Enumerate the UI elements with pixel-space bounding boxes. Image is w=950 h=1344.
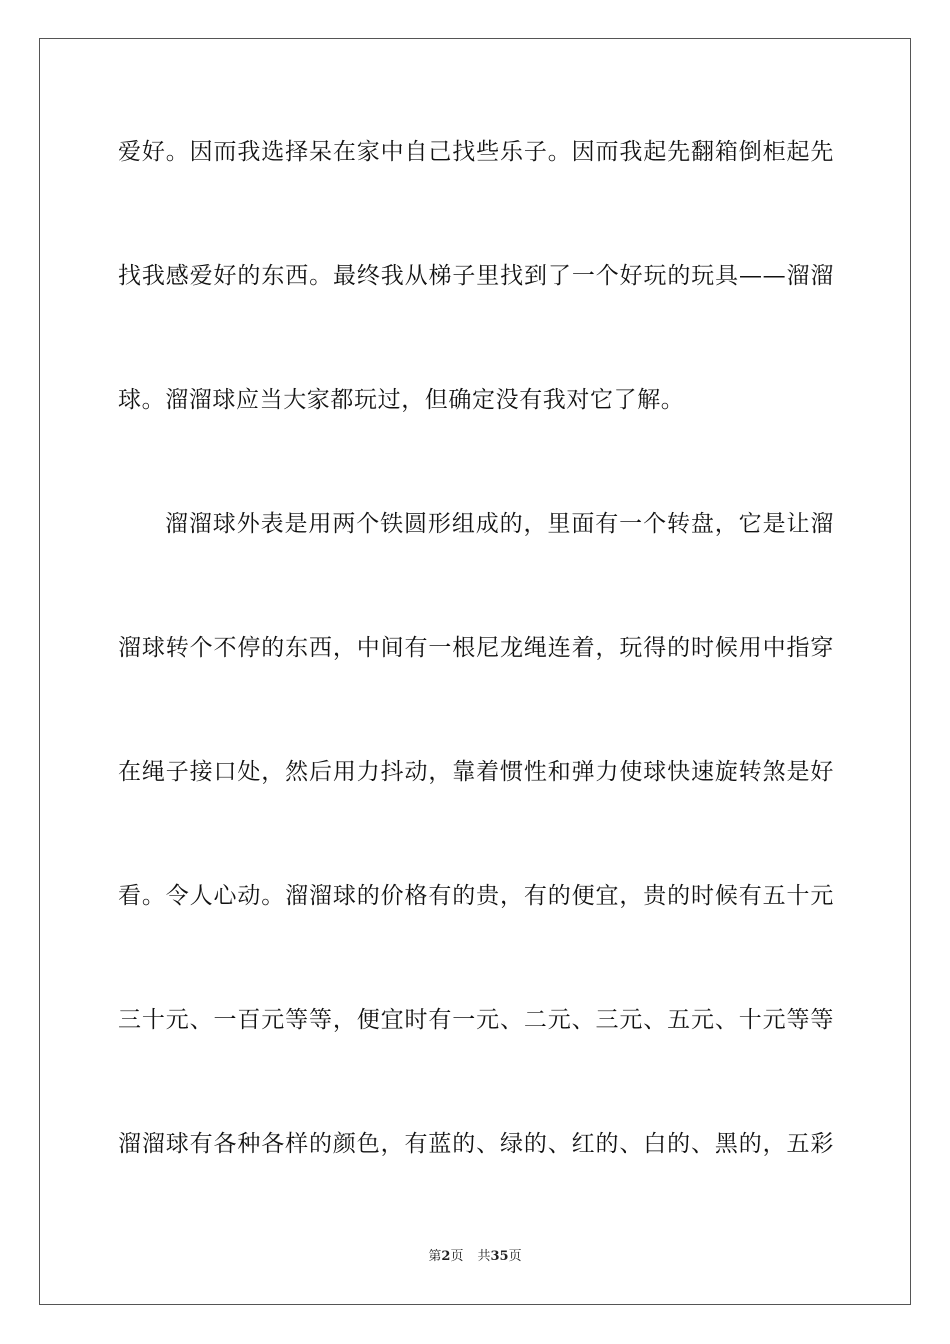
footer-page-current: 2 (441, 1249, 451, 1264)
page-footer (0, 1248, 950, 1266)
footer-page-suffix: 页 (450, 1249, 464, 1264)
body-text-line-8: 三十元、一百元等等，便宜时有一元、二元、三元、五元、十元等等 (118, 1007, 834, 1033)
body-text-line-1: 爱好。因而我选择呆在家中自己找些乐子。因而我起先翻箱倒柜起先 (118, 139, 834, 165)
footer-total-prefix: 共 (477, 1249, 491, 1264)
body-text-line-7: 看。令人心动。溜溜球的价格有的贵，有的便宜，贵的时候有五十元 (118, 883, 834, 909)
body-text-line-3: 球。溜溜球应当大家都玩过，但确定没有我对它了解。 (118, 387, 685, 413)
footer-page-total: 35 (490, 1249, 509, 1264)
body-text-line-6: 在绳子接口处，然后用力抖动，靠着惯性和弹力使球快速旋转煞是好 (118, 759, 834, 785)
footer-total-suffix: 页 (508, 1249, 522, 1264)
body-text-line-9: 溜溜球有各种各样的颜色，有蓝的、绿的、红的、白的、黑的，五彩 (118, 1131, 834, 1157)
body-text-line-2: 找我感爱好的东西。最终我从梯子里找到了一个好玩的玩具——溜溜 (118, 263, 834, 289)
page-frame (39, 38, 911, 1305)
body-text-line-4: 溜溜球外表是用两个铁圆形组成的，里面有一个转盘，它是让溜 (165, 511, 834, 537)
footer-page-prefix: 第 (428, 1249, 442, 1264)
body-text-line-5: 溜球转个不停的东西，中间有一根尼龙绳连着，玩得的时候用中指穿 (118, 635, 834, 661)
